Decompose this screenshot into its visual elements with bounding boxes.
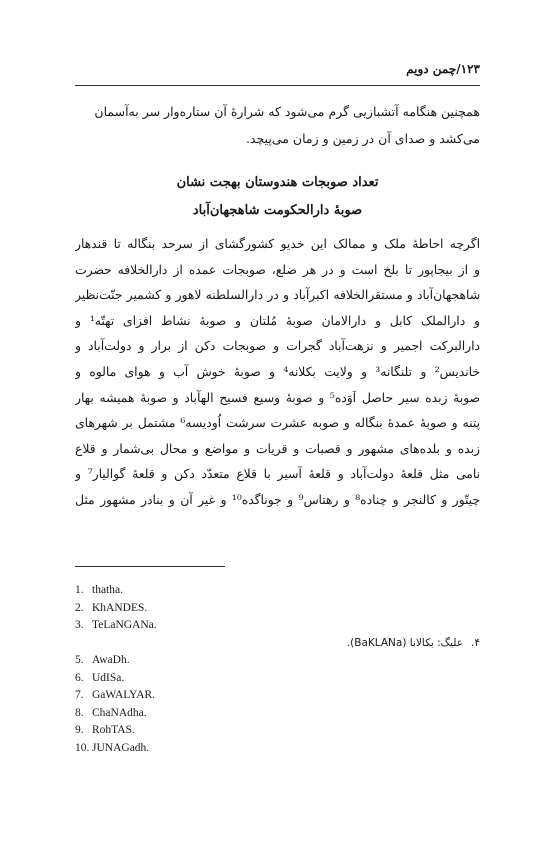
footnote-number: 3. xyxy=(75,619,84,631)
body-line: پتنه و صوبهٔ عمدهٔ بنگاله و صوبه عشرت سرشت اُودیسه⁶ مشتمل بر شهرهای xyxy=(75,416,480,431)
intro-line: می‌کشد و صدای آن در زمین و زمان می‌پیچد. xyxy=(245,131,480,146)
footnote-text: GaWALYAR. xyxy=(92,689,156,701)
footnote xyxy=(75,722,480,740)
footnote-text: علیگ: بکالانا (BaKLANa). xyxy=(346,636,463,649)
footnote-number: 8. xyxy=(75,706,84,719)
footnote xyxy=(75,652,480,670)
footnote-rule xyxy=(75,566,225,567)
footnote-text: AwaDh. xyxy=(92,654,130,666)
body-line: و دارالملک کابل و دارالامان صوبهٔ مُلتان و صوبهٔ نشاط افزای تهتّه¹ و xyxy=(75,313,480,328)
footnote-text: thatha. xyxy=(92,584,123,596)
section-title: تعداد صوبجات هندوستان بهجت نشان xyxy=(176,175,379,190)
header-rule xyxy=(75,85,480,86)
body-line: خاندیس² و تلنگانه³ و ولایت بکلانه⁴ و صوبهٔ خوش آب و هوای مالوه و xyxy=(75,364,480,379)
footnote-text: UdISa. xyxy=(92,671,125,684)
footnote-text: JUNAGadh. xyxy=(92,741,150,754)
footnote-number: 2. xyxy=(75,601,84,614)
intro-line: همچنین هنگامه آتشبازیی گرم می‌شود که شرارهٔ آن ستاره‌وار سر به‌آسمان xyxy=(94,104,480,119)
footnote xyxy=(75,670,480,688)
body-line: و از بیجاپور تا بلخ است و در هر ضلع، صوبجات عمده از دارالخلافه حضرت xyxy=(75,262,480,277)
footnote-text: KhANDES. xyxy=(92,601,148,614)
footnote xyxy=(75,740,480,758)
footnote-number: 10. xyxy=(75,741,90,754)
footnote xyxy=(75,582,480,600)
intro-paragraph xyxy=(75,98,480,152)
body-line: دارالبرکت اجمیر و نزهت‌آباد گجرات و صوبجات دکن از برار و دولت‌آباد و xyxy=(75,339,480,354)
footnote-text: TeLaNGANa. xyxy=(92,619,157,631)
footnote xyxy=(75,687,480,705)
footnote-number: ۴. xyxy=(471,636,480,649)
footnote-number: 6. xyxy=(75,671,84,684)
body-paragraph xyxy=(75,232,480,514)
footnote-text: RohTAS. xyxy=(92,724,135,736)
body-line: چیتّور و کالنجر و چناده⁸ و رهتاس⁹ و جوناگده¹⁰ و غیر آن و بنادر مشهور مثل xyxy=(75,492,480,507)
footnote-number: 5. xyxy=(75,654,84,666)
footnote-number: 1. xyxy=(75,584,84,596)
body-line: صوبهٔ زبده سیر حاصل اَوَده⁵ و صوبهٔ وسیع فسیح الهآباد و صوبهٔ همیشه بهار xyxy=(75,390,480,405)
footnote-text: ChaNAdha. xyxy=(92,706,147,719)
footnote-number: 9. xyxy=(75,724,84,736)
footnote xyxy=(75,617,480,635)
body-line: شاهجهان‌آباد و مستقرالخلافه اکبرآباد و در دارالسلطنه لاهور و کشمیر جنّت‌نظیر xyxy=(75,288,480,303)
section-subtitle: صوبهٔ دارالحکومت شاهجهان‌آباد xyxy=(192,203,363,218)
footnote xyxy=(75,705,480,723)
footnotes xyxy=(75,582,480,757)
body-line: اگرچه احاطهٔ ملک و ممالک این خدیو کشورگشای از سرحد بنگاله تا قندهار xyxy=(75,237,480,251)
body-line: زبده و بلده‌های مشهور و قصبات و قریات و مواضع و محال بی‌شمار و قلاع xyxy=(75,441,480,456)
footnote xyxy=(75,635,480,653)
footnote-number: 7. xyxy=(75,689,84,701)
running-header: ۱۲۳/چمن دویم xyxy=(406,62,480,76)
body-line: نامی مثل قلعهٔ دولت‌آباد و قلعهٔ آسیر با قلاع متعدّد دکن و قلعهٔ گوالیار⁷ و xyxy=(75,467,480,482)
footnote xyxy=(75,600,480,618)
